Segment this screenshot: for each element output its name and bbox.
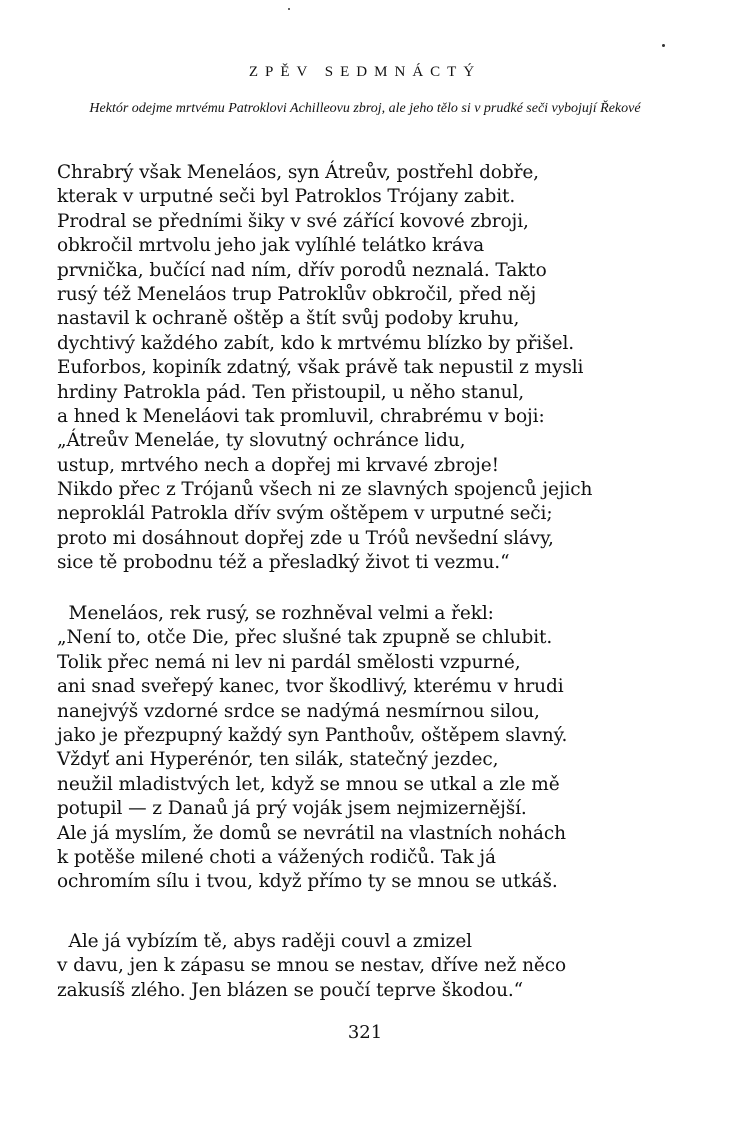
stanza-2 — [57, 602, 677, 895]
verse-line: Prodral se předními šiky v své zářící kovové zbroji, — [57, 210, 529, 232]
chapter-summary: Hektór odejme mrtvému Patroklovi Achilleovu zbroj, ale jeho tělo si v prudké seči vybojují Řekové — [89, 101, 641, 116]
verse-line: ochromím sílu i tvou, když přímo ty se mnou se utkáš. — [57, 871, 558, 893]
stanza-3 — [57, 930, 677, 1003]
verse-line: a hned k Meneláovi tak promluvil, chrabrému v boji: — [57, 405, 545, 427]
verse-line: potupil — z Danaů já prý voják jsem nejmizernější. — [57, 798, 527, 820]
verse-line: Chrabrý však Meneláos, syn Átreův, postřehl dobře, — [57, 162, 539, 183]
verse-line: proto mi dosáhnout dopřej zde u Tróů nevšední slávy, — [57, 527, 554, 549]
verse-line: dychtivý každého zabít, kdo k mrtvému blízko by přišel. — [57, 332, 575, 354]
verse-line: ani snad sveřepý kanec, tvor škodlivý, kterému v hrudi — [57, 676, 564, 698]
verse-line: Tolik přec nemá ni lev ni pardál smělosti vzpurné, — [57, 651, 521, 673]
verse-line: k potěše milené choti a vážených rodičů. Tak já — [57, 846, 496, 868]
verse-line: Vždyť ani Hyperénór, ten silák, statečný jezdec, — [57, 749, 499, 771]
verse-line: neužil mladistvých let, když se mnou se utkal a zle mě — [57, 773, 560, 795]
chapter-title: ZPĚV SEDMNÁCTÝ — [248, 64, 482, 80]
verse-line: prvnička, bučící nad ním, dřív porodů neznalá. Takto — [57, 259, 547, 281]
verse-line: nastavil k ochraně oštěp a štít svůj podoby kruhu, — [57, 308, 520, 330]
verse-line: Meneláos, rek rusý, se rozhněval velmi a řekl: — [57, 603, 494, 624]
stanza-1 — [57, 161, 677, 576]
verse-line: zakusíš zlého. Jen blázen se poučí teprve škodou.“ — [57, 979, 524, 1001]
verse-line: Euforbos, kopiník zdatný, však právě tak nepustil z mysli — [57, 357, 584, 379]
verse-line: „Átreův Meneláe, ty slovutný ochránce lidu, — [57, 430, 466, 452]
verse-line: kterak v urputné seči byl Patroklos Trójany zabit. — [57, 186, 516, 208]
verse-line: „Není to, otče Die, přec slušné tak zpupně se chlubit. — [57, 627, 553, 649]
verse-line: Ale já myslím, že domů se nevrátil na vlastních nohách — [57, 822, 566, 844]
page-number: 321 — [347, 1022, 383, 1043]
verse-line: jako je přezpupný každý syn Panthoův, oštěpem slavný. — [57, 724, 568, 746]
verse-line: nanejvýš vzdorné srdce se nadýmá nesmírnou silou, — [57, 700, 540, 722]
verse-line: rusý též Meneláos trup Patroklův obkročil, před něj — [57, 283, 537, 305]
verse-line: Nikdo přec z Trójanů všech ni ze slavných spojenců jejich — [57, 479, 593, 501]
verse-line: v davu, jen k zápasu se mnou se nestav, dříve než něco — [57, 955, 567, 977]
verse-line: Ale já vybízím tě, abys raději couvl a zmizel — [57, 931, 472, 952]
verse-line: obkročil mrtvolu jeho jak vylíhlé telátko kráva — [57, 235, 485, 257]
print-speck — [288, 8, 290, 10]
verse-line: neproklál Patrokla dřív svým oštěpem v urputné seči; — [57, 503, 553, 525]
verse-line: ustup, mrtvého nech a dopřej mi krvavé zbroje! — [57, 454, 499, 476]
print-speck — [662, 44, 665, 47]
verse-line: hrdiny Patrokla pád. Ten přistoupil, u něho stanul, — [57, 381, 525, 403]
verse-line: sice tě probodnu též a přesladký život ti vezmu.“ — [57, 552, 510, 574]
